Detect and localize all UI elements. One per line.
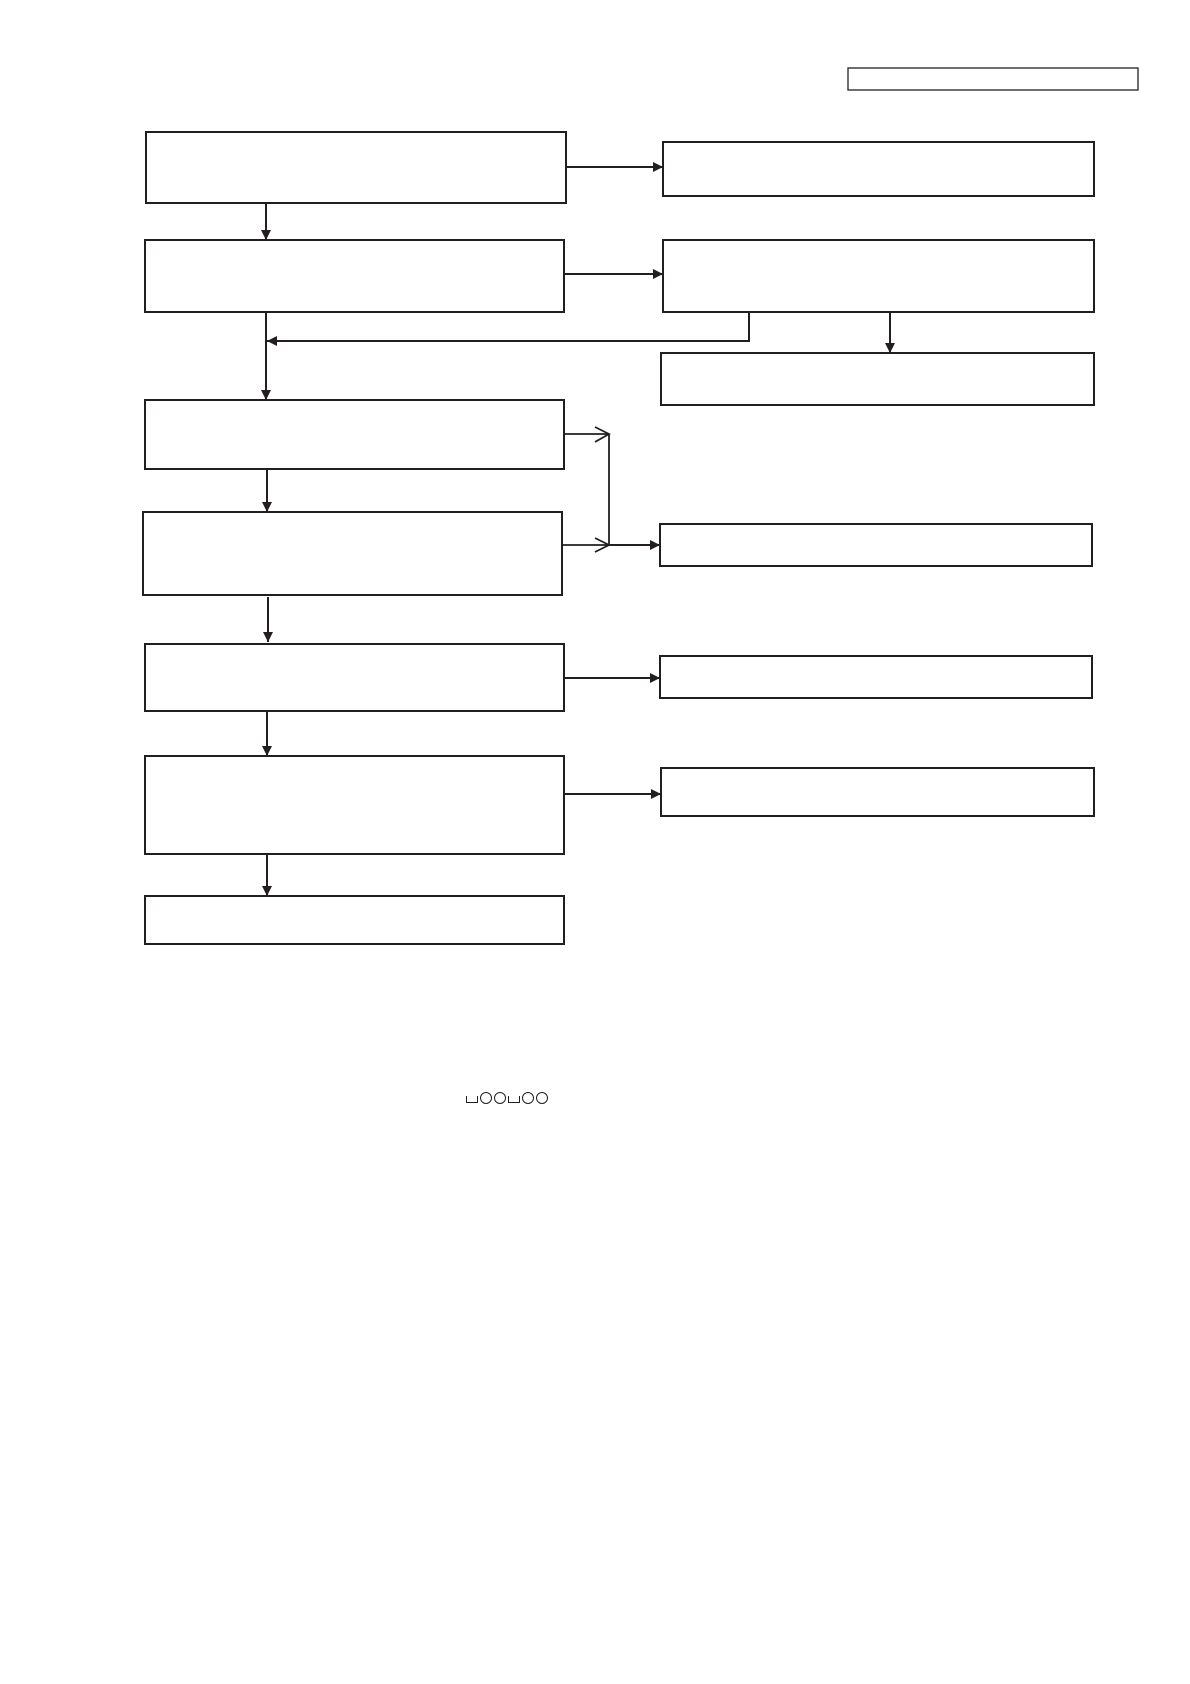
result-box-5 bbox=[661, 768, 1094, 816]
step-box-4 bbox=[143, 512, 562, 595]
space-symbol-icon bbox=[466, 1096, 478, 1103]
arrow-result2-return bbox=[267, 312, 749, 341]
circle-symbol-icon bbox=[494, 1092, 506, 1104]
step-box-5 bbox=[145, 644, 564, 711]
step-box-2 bbox=[145, 240, 564, 312]
result-box-2a bbox=[661, 353, 1094, 405]
circle-symbol-icon bbox=[480, 1092, 492, 1104]
header-label-box bbox=[848, 68, 1138, 90]
step-box-3 bbox=[145, 400, 564, 469]
circle-symbol-icon bbox=[536, 1092, 548, 1104]
step-box-6 bbox=[145, 756, 564, 854]
result-box-2 bbox=[663, 240, 1094, 312]
space-symbol-icon bbox=[508, 1096, 520, 1103]
step-box-1 bbox=[146, 132, 566, 203]
symbol-legend-row bbox=[466, 1090, 548, 1104]
merge-bracket-step3-step4 bbox=[562, 427, 609, 552]
result-box-1 bbox=[663, 142, 1094, 196]
result-box-3 bbox=[660, 524, 1092, 566]
result-box-4 bbox=[660, 656, 1092, 698]
circle-symbol-icon bbox=[522, 1092, 534, 1104]
step-box-7 bbox=[145, 896, 564, 944]
